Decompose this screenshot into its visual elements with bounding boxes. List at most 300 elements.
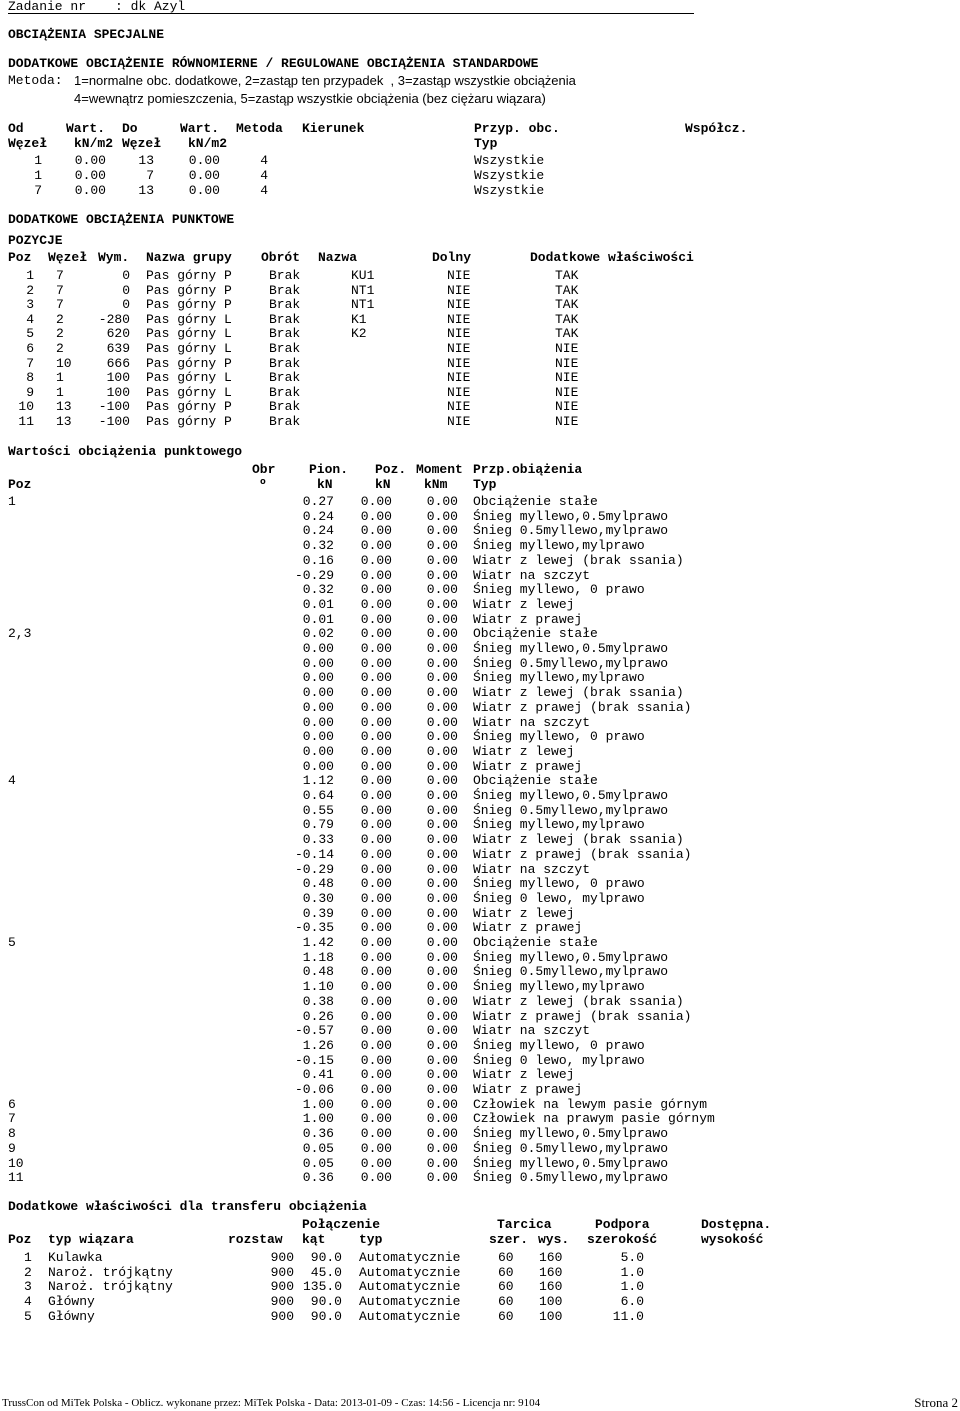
table-row-cell: 0.00: [360, 949, 392, 965]
table-row-cell: Wiatr z lewej (brak ssania): [473, 832, 684, 848]
table-row-cell: Automatycznie: [359, 1250, 461, 1265]
table-row-cell: 900: [270, 1250, 294, 1265]
column-header: Kierunek: [302, 121, 365, 136]
table-row-cell: 0.00: [302, 670, 334, 686]
table-row-cell: Wszystkie: [474, 168, 545, 183]
table-row-cell: 4: [260, 168, 268, 183]
column-header: szerokość: [587, 1232, 658, 1247]
table-row-cell: 135.0: [302, 1279, 342, 1295]
table-row-cell: 0.32: [302, 538, 334, 554]
table-row-cell: 100: [106, 384, 130, 400]
table-row-cell: Śnieg myllewo, 0 prawo: [473, 582, 645, 598]
table-row-cell: 60: [498, 1308, 514, 1324]
table-row-cell: 7: [56, 268, 64, 283]
table-row-cell: 5: [26, 326, 34, 342]
table-row-cell: 0.00: [360, 582, 392, 598]
page-number: Strona 2: [914, 1395, 958, 1410]
table-row-cell: 0.00: [360, 832, 392, 848]
table-row-cell: 0.00: [188, 168, 220, 183]
table-row-cell: 0.30: [302, 890, 334, 906]
column-header: º: [259, 477, 267, 492]
column-header: Obr: [252, 462, 276, 477]
table-row-cell: NT1: [351, 297, 375, 313]
table-row-cell: Pas górny P: [146, 414, 232, 429]
table-row-cell: NIE: [555, 399, 579, 415]
table-row-cell: Pas górny P: [146, 399, 232, 415]
table-row-cell: 0.00: [360, 817, 392, 833]
table-row-cell: Człowiek na prawym pasie górnym: [473, 1111, 715, 1127]
table-row-cell: 0.00: [426, 1082, 458, 1097]
table-row-cell: Pas górny L: [146, 326, 232, 342]
table-row-cell: 0.00: [360, 964, 392, 980]
table-row-cell: 60: [498, 1294, 514, 1310]
table-row-cell: 10: [56, 355, 72, 371]
table-row-cell: Śnieg myllewo,0.5mylprawo: [473, 1155, 669, 1171]
table-row-cell: 8: [8, 1126, 16, 1142]
column-header: Podpora: [595, 1217, 650, 1232]
table-row-cell: 0.00: [360, 993, 392, 1009]
column-header: Pion.: [309, 462, 349, 477]
table-row-cell: Brak: [269, 341, 301, 356]
table-row-cell: 0.00: [302, 729, 334, 745]
table-row-cell: 0.00: [426, 846, 458, 862]
table-row-cell: 0.00: [302, 699, 334, 715]
column-header: wysokość: [701, 1232, 764, 1247]
table-row-cell: 0.01: [302, 611, 334, 627]
table-row-cell: Brak: [269, 370, 301, 386]
table-row-cell: 1: [24, 1250, 32, 1265]
table-row-cell: NIE: [555, 355, 579, 371]
table-row-cell: NIE: [447, 399, 471, 415]
table-row-cell: 0.00: [426, 611, 458, 627]
table-row-cell: 0.00: [360, 523, 392, 539]
table-row-cell: -280: [98, 311, 130, 327]
table-row-cell: 10: [8, 1155, 24, 1171]
table-row-cell: 90.0: [310, 1294, 342, 1310]
table-row-cell: Wiatr z prawej (brak ssania): [473, 846, 692, 862]
header-rule: [8, 13, 694, 14]
task-label: Zadanie nr: [8, 0, 87, 14]
column-header: Dostępna.: [701, 1217, 772, 1232]
table-row-cell: Brak: [269, 326, 301, 342]
table-row-cell: K1: [351, 311, 367, 327]
table-row-cell: 0.00: [360, 641, 392, 656]
table-row-cell: 0.00: [426, 670, 458, 686]
table-row-cell: 1.0: [620, 1264, 644, 1280]
table-row-cell: 0.39: [302, 905, 334, 921]
table-row-cell: 4: [260, 183, 268, 198]
table-row-cell: 0.00: [426, 567, 458, 583]
column-header: Wym.: [98, 250, 130, 265]
table-row-cell: 900: [270, 1294, 294, 1310]
table-row-cell: Obciążenie stałe: [473, 935, 598, 950]
table-row-cell: 0.48: [302, 876, 334, 892]
table-row-cell: Pas górny P: [146, 268, 232, 283]
table-row-cell: 0.00: [360, 611, 392, 627]
table-row-cell: 0.00: [360, 920, 392, 936]
table-row-cell: 0.00: [426, 890, 458, 906]
table-row-cell: 1.10: [302, 979, 334, 995]
table-row-cell: 0.00: [360, 494, 392, 509]
table-row-cell: 0.00: [360, 1082, 392, 1097]
table-row-cell: 0.00: [426, 1023, 458, 1039]
table-row-cell: Pas górny P: [146, 297, 232, 313]
table-row-cell: 0.00: [426, 1155, 458, 1171]
table-row-cell: 0.00: [188, 153, 220, 168]
table-row-cell: Pas górny L: [146, 370, 232, 386]
task-value: : dk Azyl: [115, 0, 186, 14]
table-row-cell: Śnieg 0 lewo, mylprawo: [473, 890, 645, 906]
table-row-cell: 0.00: [426, 920, 458, 936]
table-row-cell: Śnieg 0.5myllewo,mylprawo: [473, 1140, 669, 1156]
column-header: Metoda: [236, 121, 283, 136]
table-row-cell: Główny: [48, 1308, 95, 1324]
table-row-cell: 0.00: [360, 1155, 392, 1171]
table-row-cell: 0.00: [74, 168, 106, 183]
table-row-cell: 0.00: [360, 846, 392, 862]
table-row-cell: Pas górny L: [146, 384, 232, 400]
table-row-cell: 0.00: [360, 626, 392, 642]
table-row-cell: KU1: [351, 268, 375, 283]
table-row-cell: 13: [56, 414, 72, 429]
table-row-cell: Automatycznie: [359, 1308, 461, 1324]
table-row-cell: 0.00: [426, 1170, 458, 1186]
table-row-cell: 0.00: [426, 949, 458, 965]
column-header: Tarcica: [497, 1217, 552, 1232]
column-header: Obrót: [261, 250, 301, 265]
table-row-cell: NIE: [447, 355, 471, 371]
table-row-cell: Wiatr z lewej (brak ssania): [473, 993, 684, 1009]
table-row-cell: 0.00: [302, 655, 334, 671]
table-row-cell: 0.00: [360, 655, 392, 671]
table-row-cell: 11: [18, 414, 34, 429]
table-row-cell: 3: [24, 1279, 32, 1295]
table-row-cell: 1: [34, 168, 42, 183]
table-row-cell: 1.00: [302, 1111, 334, 1127]
table-row-cell: 0.00: [426, 773, 458, 789]
column-header: Poz: [8, 250, 32, 265]
table-row-cell: 2: [26, 282, 34, 298]
table-row-cell: Wiatr z prawej (brak ssania): [473, 1008, 692, 1024]
table-row-cell: Wiatr na szczyt: [473, 714, 591, 730]
table-row-cell: 160: [539, 1250, 563, 1265]
table-row-cell: 100: [106, 370, 130, 386]
table-row-cell: 0.00: [426, 817, 458, 833]
method-label: Metoda:: [8, 73, 71, 88]
table-row-cell: 0.00: [426, 935, 458, 950]
column-header: typ: [359, 1232, 383, 1247]
table-row-cell: 0.00: [360, 861, 392, 877]
section-title-special-loads: OBCIĄŻENIA SPECJALNE: [8, 27, 165, 42]
table-row-cell: 0.00: [360, 1037, 392, 1053]
method-description-2: 4=wewnątrz pomieszczenia, 5=zastąp wszystkie obciążenia (bez ciężaru wiązara): [74, 91, 546, 106]
column-header: Typ: [473, 477, 497, 492]
table-row-cell: NIE: [447, 370, 471, 386]
table-row-cell: Śnieg myllewo,0.5mylprawo: [473, 641, 669, 656]
table-row-cell: Wiatr z lewej (brak ssania): [473, 552, 684, 568]
column-header: Moment: [416, 462, 463, 477]
table-row-cell: NIE: [555, 341, 579, 356]
table-row-cell: 0.00: [426, 641, 458, 656]
section-title-point-load-values: Wartości obciążenia punktowego: [8, 444, 243, 459]
column-header: Wart.: [180, 121, 220, 136]
table-row-cell: NIE: [555, 370, 579, 386]
table-row-cell: 0.26: [302, 1008, 334, 1024]
table-row-cell: 0.01: [302, 596, 334, 612]
table-row-cell: 1.42: [302, 935, 334, 950]
column-header: Nazwa grupy: [146, 250, 232, 265]
table-row-cell: 666: [106, 355, 130, 371]
table-row-cell: 1.26: [302, 1037, 334, 1053]
table-row-cell: 0.00: [426, 758, 458, 774]
table-row-cell: 0.00: [360, 876, 392, 892]
table-row-cell: Śnieg myllewo,mylprawo: [473, 979, 645, 995]
table-row-cell: 0.36: [302, 1126, 334, 1142]
table-row-cell: 0.00: [426, 538, 458, 554]
table-row-cell: 900: [270, 1279, 294, 1295]
table-row-cell: 7: [56, 282, 64, 298]
table-row-cell: 0.00: [360, 685, 392, 701]
table-row-cell: 0.00: [426, 993, 458, 1009]
table-row-cell: 0.00: [360, 596, 392, 612]
table-row-cell: 0.00: [426, 979, 458, 995]
table-row-cell: Obciążenie stałe: [473, 773, 598, 789]
column-header: Przyp. obc.: [474, 121, 560, 136]
table-row-cell: 0.00: [426, 655, 458, 671]
table-row-cell: 0.00: [360, 699, 392, 715]
table-row-cell: 1: [8, 494, 16, 509]
table-row-cell: 7: [56, 297, 64, 313]
table-row-cell: 0.00: [360, 979, 392, 995]
table-row-cell: NIE: [447, 311, 471, 327]
table-row-cell: 5: [24, 1308, 32, 1324]
table-row-cell: Naroż. trójkątny: [48, 1279, 173, 1295]
table-row-cell: 0.00: [360, 567, 392, 583]
table-row-cell: Pas górny L: [146, 311, 232, 327]
table-row-cell: NIE: [447, 297, 471, 313]
table-row-cell: 45.0: [310, 1264, 342, 1280]
table-row-cell: NT1: [351, 282, 375, 298]
table-row-cell: 60: [498, 1279, 514, 1295]
column-header: kN/m2: [188, 136, 228, 151]
table-row-cell: Wszystkie: [474, 183, 545, 198]
table-row-cell: NIE: [447, 384, 471, 400]
column-header: Węzeł: [8, 136, 48, 151]
table-row-cell: Naroż. trójkątny: [48, 1264, 173, 1280]
table-row-cell: 0.00: [426, 596, 458, 612]
column-header: Współcz.: [685, 121, 748, 136]
table-row-cell: 620: [106, 326, 130, 342]
table-row-cell: 0.00: [360, 935, 392, 950]
table-row-cell: 0.00: [360, 788, 392, 803]
table-row-cell: Wiatr z lewej (brak ssania): [473, 685, 684, 701]
table-row-cell: 0.00: [426, 905, 458, 921]
table-row-cell: 0.00: [360, 1067, 392, 1083]
table-row-cell: Wiatr z lewej: [473, 743, 575, 759]
table-row-cell: Brak: [269, 355, 301, 371]
table-row-cell: 1: [26, 268, 34, 283]
column-header: kN/m2: [74, 136, 114, 151]
table-row-cell: Obciążenie stałe: [473, 626, 598, 642]
table-row-cell: Wszystkie: [474, 153, 545, 168]
table-row-cell: 6.0: [620, 1294, 644, 1310]
table-row-cell: 0.00: [360, 773, 392, 789]
table-row-cell: 2: [56, 341, 64, 356]
table-row-cell: Śnieg myllewo,0.5mylprawo: [473, 1126, 669, 1142]
table-row-cell: 60: [498, 1250, 514, 1265]
section-title-transfer-properties: Dodatkowe właściwości dla transferu obciążenia: [8, 1199, 367, 1214]
table-row-cell: 0.00: [360, 743, 392, 759]
table-row-cell: 0.05: [302, 1140, 334, 1156]
table-row-cell: 0.00: [426, 802, 458, 818]
table-row-cell: 0.00: [302, 714, 334, 730]
table-row-cell: 900: [270, 1264, 294, 1280]
column-header: szer.: [489, 1232, 529, 1247]
table-row-cell: Śnieg myllewo,mylprawo: [473, 538, 645, 554]
table-row-cell: NIE: [447, 414, 471, 429]
table-row-cell: -0.29: [294, 567, 334, 583]
table-row-cell: NIE: [555, 414, 579, 429]
table-row-cell: 0.00: [426, 861, 458, 877]
table-row-cell: 7: [34, 183, 42, 198]
table-row-cell: 5.0: [620, 1250, 644, 1265]
table-row-cell: Brak: [269, 297, 301, 313]
section-title-point-loads: DODATKOWE OBCIĄŻENIA PUNKTOWE: [8, 212, 235, 227]
table-row-cell: 0.00: [426, 626, 458, 642]
table-row-cell: 0.00: [302, 641, 334, 656]
table-row-cell: 0.00: [302, 758, 334, 774]
table-row-cell: -100: [98, 399, 130, 415]
table-row-cell: -0.06: [294, 1082, 334, 1097]
table-row-cell: -0.29: [294, 861, 334, 877]
table-row-cell: 0.00: [426, 1008, 458, 1024]
table-row-cell: 4: [260, 153, 268, 168]
column-header: wys.: [538, 1232, 570, 1247]
table-row-cell: Wiatr z prawej: [473, 920, 583, 936]
table-row-cell: 9: [26, 384, 34, 400]
positions-subtitle: POZYCJE: [8, 233, 63, 248]
table-row-cell: 0.79: [302, 817, 334, 833]
table-row-cell: 5: [8, 935, 16, 950]
table-row-cell: 100: [539, 1294, 563, 1310]
table-row-cell: 1.00: [302, 1096, 334, 1112]
table-row-cell: Automatycznie: [359, 1294, 461, 1310]
table-row-cell: Śnieg 0.5myllewo,mylprawo: [473, 523, 669, 539]
table-row-cell: 0: [122, 282, 130, 298]
table-row-cell: Kulawka: [48, 1250, 103, 1265]
table-row-cell: Brak: [269, 268, 301, 283]
table-row-cell: 2: [56, 326, 64, 342]
table-row-cell: 0.00: [302, 685, 334, 701]
table-row-cell: 1.12: [302, 773, 334, 789]
table-row-cell: 160: [539, 1264, 563, 1280]
table-row-cell: 0.00: [360, 729, 392, 745]
table-row-cell: 0.64: [302, 788, 334, 803]
table-row-cell: 0.00: [360, 758, 392, 774]
table-row-cell: Człowiek na lewym pasie górnym: [473, 1096, 708, 1112]
table-row-cell: 0.38: [302, 993, 334, 1009]
table-row-cell: 0.00: [426, 832, 458, 848]
column-header: rozstaw: [228, 1232, 283, 1247]
table-row-cell: 1: [34, 153, 42, 168]
table-row-cell: TAK: [555, 326, 579, 342]
table-row-cell: Główny: [48, 1294, 95, 1310]
table-row-cell: 4: [8, 773, 16, 789]
table-row-cell: Wiatr na szczyt: [473, 1023, 591, 1039]
table-row-cell: Wiatr z prawej (brak ssania): [473, 699, 692, 715]
table-row-cell: 0.00: [426, 685, 458, 701]
table-row-cell: 0.00: [360, 552, 392, 568]
column-header: kąt: [302, 1232, 326, 1247]
table-row-cell: Wiatr z prawej: [473, 611, 583, 627]
table-row-cell: Wiatr na szczyt: [473, 567, 591, 583]
table-row-cell: 13: [138, 153, 154, 168]
table-row-cell: NIE: [555, 384, 579, 400]
table-row-cell: 0.00: [426, 964, 458, 980]
table-row-cell: 0: [122, 297, 130, 313]
table-row-cell: 0.00: [360, 1008, 392, 1024]
table-row-cell: Śnieg myllewo, 0 prawo: [473, 876, 645, 892]
column-header: Połączenie: [302, 1217, 381, 1232]
table-row-cell: 0.24: [302, 523, 334, 539]
table-row-cell: -100: [98, 414, 130, 429]
column-header: Od: [8, 121, 24, 136]
table-row-cell: Śnieg 0.5myllewo,mylprawo: [473, 802, 669, 818]
table-row-cell: 0.00: [360, 714, 392, 730]
table-row-cell: 160: [539, 1279, 563, 1295]
table-row-cell: 0.00: [360, 1140, 392, 1156]
table-row-cell: Śnieg myllewo, 0 prawo: [473, 1037, 645, 1053]
table-row-cell: Wiatr z lewej: [473, 905, 575, 921]
table-row-cell: Wiatr z lewej: [473, 1067, 575, 1083]
table-row-cell: Automatycznie: [359, 1264, 461, 1280]
table-row-cell: 60: [498, 1264, 514, 1280]
table-row-cell: 1.0: [620, 1279, 644, 1295]
table-row-cell: TAK: [555, 311, 579, 327]
table-row-cell: NIE: [447, 341, 471, 356]
table-row-cell: Pas górny L: [146, 341, 232, 356]
table-row-cell: Automatycznie: [359, 1279, 461, 1295]
table-row-cell: 0.00: [426, 788, 458, 803]
table-row-cell: 13: [56, 399, 72, 415]
table-row-cell: Brak: [269, 399, 301, 415]
table-row-cell: 0.24: [302, 508, 334, 524]
table-row-cell: NIE: [447, 282, 471, 298]
table-row-cell: 1.18: [302, 949, 334, 965]
column-header: Typ: [474, 136, 498, 151]
table-row-cell: 0.00: [360, 1126, 392, 1142]
section-subtitle-uniform-loads: DODATKOWE OBCIĄŻENIE RÓWNOMIERNE / REGULOWANE OBCIĄŻENIA STANDARDOWE: [8, 56, 539, 71]
table-row-cell: 4: [24, 1294, 32, 1310]
table-row-cell: TAK: [555, 282, 579, 298]
column-header: Wart.: [66, 121, 106, 136]
table-row-cell: TAK: [555, 297, 579, 313]
table-row-cell: 7: [26, 355, 34, 371]
table-row-cell: Śnieg 0.5myllewo,mylprawo: [473, 655, 669, 671]
column-header: Przp.obiążenia: [473, 462, 583, 477]
table-row-cell: 0.00: [426, 1052, 458, 1068]
table-row-cell: 3: [26, 297, 34, 313]
table-row-cell: 0.00: [426, 729, 458, 745]
table-row-cell: 7: [146, 168, 154, 183]
column-header: kN: [375, 477, 391, 492]
table-row-cell: Pas górny P: [146, 282, 232, 298]
table-row-cell: 11: [8, 1170, 24, 1186]
table-row-cell: 6: [8, 1096, 16, 1112]
table-row-cell: Brak: [269, 414, 301, 429]
table-row-cell: 8: [26, 370, 34, 386]
table-row-cell: 0.00: [360, 1170, 392, 1186]
